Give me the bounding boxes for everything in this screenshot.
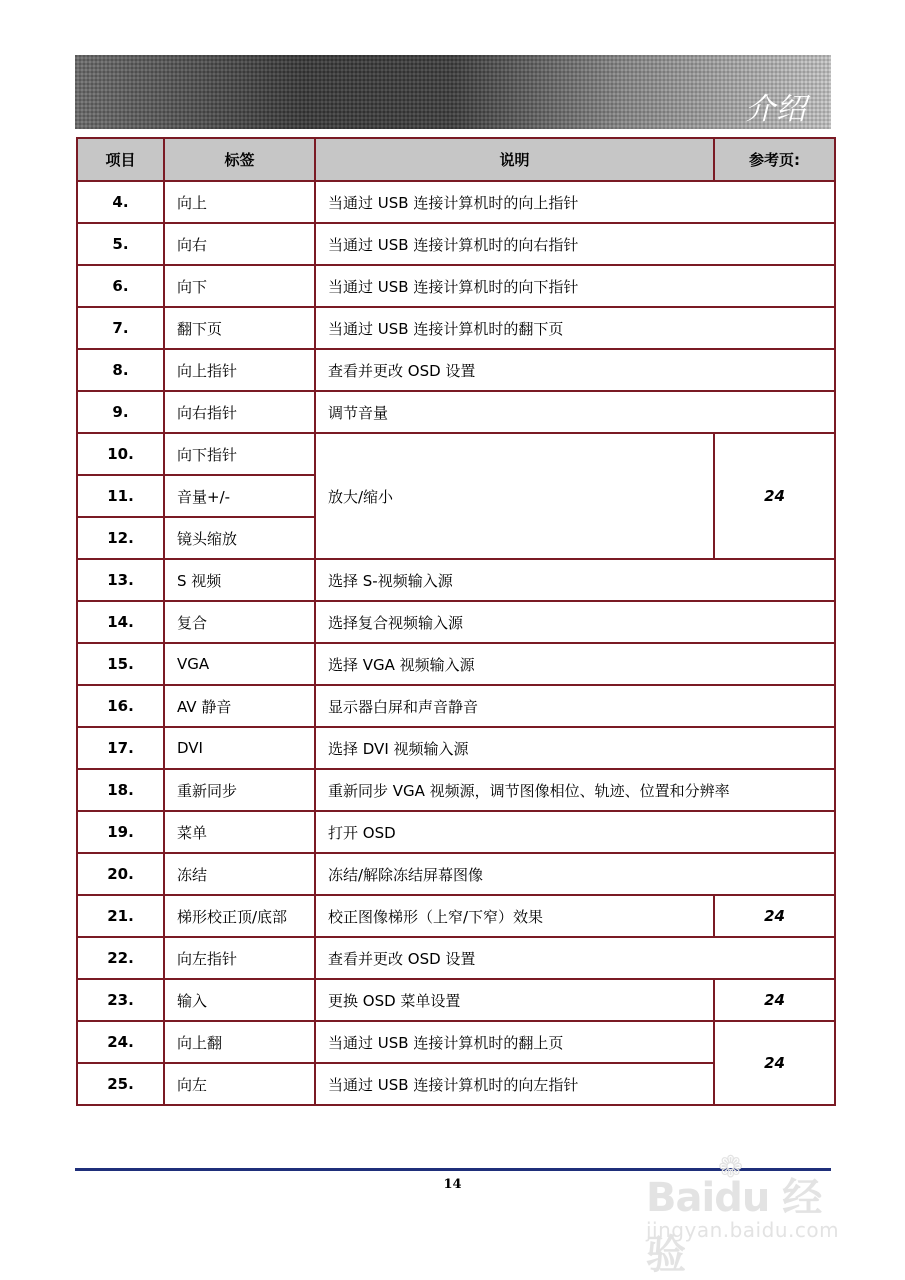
table-row: [77, 181, 835, 223]
item-description: 选择 DVI 视频输入源: [315, 727, 835, 769]
item-description: 冻结/解除冻结屏幕图像: [315, 853, 835, 895]
watermark: [640, 1150, 860, 1278]
item-description: 重新同步 VGA 视频源，调节图像相位、轨迹、位置和分辨率: [315, 769, 835, 811]
item-description: 当通过 USB 连接计算机时的向下指针: [315, 265, 835, 307]
column-header-label: 标签: [164, 138, 315, 181]
item-label: 向上: [164, 181, 315, 223]
item-number: 22.: [77, 937, 164, 979]
item-number: 23.: [77, 979, 164, 1021]
item-number: 20.: [77, 853, 164, 895]
item-number: 16.: [77, 685, 164, 727]
item-description: 调节音量: [315, 391, 835, 433]
table-row: [77, 307, 835, 349]
watermark-domain: jingyan.baidu.com: [646, 1218, 840, 1242]
table-row: [77, 685, 835, 727]
item-label: 复合: [164, 601, 315, 643]
item-label: 向下: [164, 265, 315, 307]
table-row: [77, 853, 835, 895]
item-description: 更换 OSD 菜单设置: [315, 979, 714, 1021]
item-label: 镜头缩放: [164, 517, 315, 559]
item-number: 19.: [77, 811, 164, 853]
table-row: [77, 265, 835, 307]
item-description: 当通过 USB 连接计算机时的向左指针: [315, 1063, 714, 1105]
table-row: [77, 1021, 835, 1063]
reference-page: 24: [714, 979, 835, 1021]
watermark-brand: Baidu 经验: [646, 1175, 822, 1278]
item-number: 12.: [77, 517, 164, 559]
table-row: [77, 433, 835, 475]
item-label: 音量+/-: [164, 475, 315, 517]
item-description: 选择 VGA 视频输入源: [315, 643, 835, 685]
table-row: [77, 811, 835, 853]
reference-page: 24: [714, 895, 835, 937]
item-description: 当通过 USB 连接计算机时的翻下页: [315, 307, 835, 349]
item-description: 当通过 USB 连接计算机时的翻上页: [315, 1021, 714, 1063]
column-header-item: 项目: [77, 138, 164, 181]
item-label: AV 静音: [164, 685, 315, 727]
table-row: [77, 391, 835, 433]
item-label: VGA: [164, 643, 315, 685]
item-label: 输入: [164, 979, 315, 1021]
page-number: 14: [443, 1177, 462, 1192]
item-label: DVI: [164, 727, 315, 769]
item-label: 向上翻: [164, 1021, 315, 1063]
table-row: [77, 727, 835, 769]
item-description: 校正图像梯形（上窄/下窄）效果: [315, 895, 714, 937]
section-title: 介绍: [745, 92, 807, 127]
item-number: 7.: [77, 307, 164, 349]
table-row: [77, 601, 835, 643]
reference-page: 24: [714, 433, 835, 559]
table-row: [77, 559, 835, 601]
reference-page: 24: [714, 1021, 835, 1105]
item-description: 当通过 USB 连接计算机时的向上指针: [315, 181, 835, 223]
item-number: 14.: [77, 601, 164, 643]
header-band: [75, 55, 831, 129]
item-label: 重新同步: [164, 769, 315, 811]
table-row: [77, 979, 835, 1021]
item-number: 5.: [77, 223, 164, 265]
table-header-row: [77, 138, 835, 181]
table-row: [77, 643, 835, 685]
item-label: 向右: [164, 223, 315, 265]
item-number: 9.: [77, 391, 164, 433]
item-number: 4.: [77, 181, 164, 223]
item-number: 18.: [77, 769, 164, 811]
item-label: 向右指针: [164, 391, 315, 433]
table-row: [77, 223, 835, 265]
item-description: 放大/缩小: [315, 433, 714, 559]
table-row: [77, 349, 835, 391]
item-number: 10.: [77, 433, 164, 475]
table-row: [77, 895, 835, 937]
item-number: 13.: [77, 559, 164, 601]
paw-print-icon: ❁: [718, 1150, 744, 1185]
item-number: 8.: [77, 349, 164, 391]
column-header-reference-page: 参考页:: [714, 138, 835, 181]
item-description: 显示器白屏和声音静音: [315, 685, 835, 727]
item-label: 向上指针: [164, 349, 315, 391]
column-header-description: 说明: [315, 138, 714, 181]
item-label: 冻结: [164, 853, 315, 895]
item-number: 25.: [77, 1063, 164, 1105]
item-number: 17.: [77, 727, 164, 769]
item-label: 梯形校正顶/底部: [164, 895, 315, 937]
item-description: 当通过 USB 连接计算机时的向右指针: [315, 223, 835, 265]
item-number: 24.: [77, 1021, 164, 1063]
item-label: S 视频: [164, 559, 315, 601]
item-number: 6.: [77, 265, 164, 307]
table-row: [77, 769, 835, 811]
item-number: 21.: [77, 895, 164, 937]
item-description: 查看并更改 OSD 设置: [315, 937, 835, 979]
spec-table: [76, 137, 836, 1106]
item-description: 查看并更改 OSD 设置: [315, 349, 835, 391]
item-number: 15.: [77, 643, 164, 685]
item-label: 翻下页: [164, 307, 315, 349]
item-description: 打开 OSD: [315, 811, 835, 853]
item-label: 向左指针: [164, 937, 315, 979]
item-label: 向左: [164, 1063, 315, 1105]
item-number: 11.: [77, 475, 164, 517]
item-description: 选择复合视频输入源: [315, 601, 835, 643]
table-row: [77, 937, 835, 979]
item-label: 菜单: [164, 811, 315, 853]
item-label: 向下指针: [164, 433, 315, 475]
item-description: 选择 S-视频输入源: [315, 559, 835, 601]
